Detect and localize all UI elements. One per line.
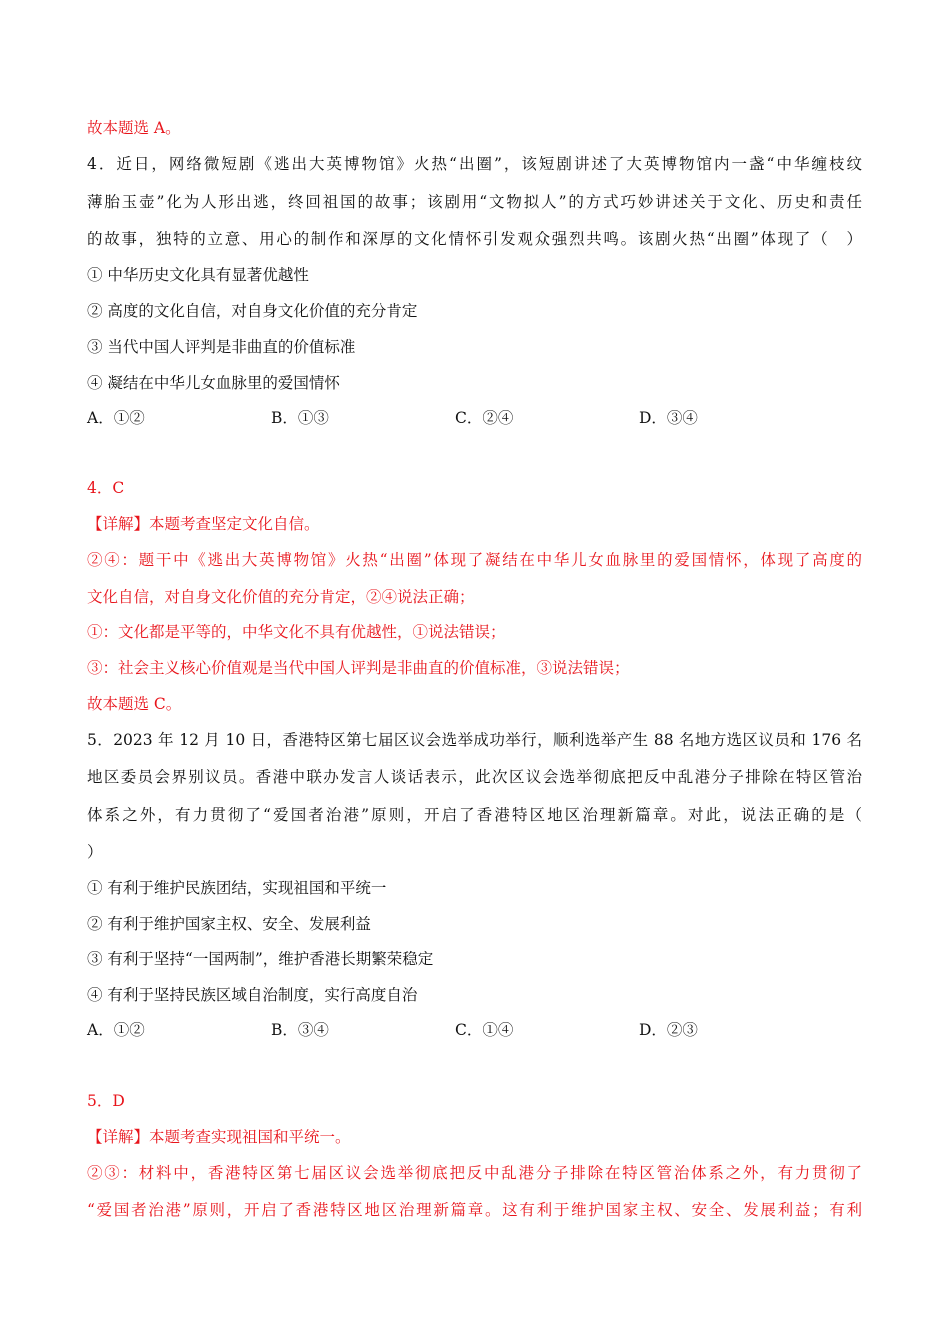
q5-options (87, 1020, 862, 1040)
q5-stem-line-4: ） (87, 843, 103, 861)
q5-option-a[interactable]: A．①② (87, 1021, 145, 1039)
q4-statement-4: ④ 凝结在中华儿女血脉里的爱国情怀 (87, 374, 340, 392)
q5-stem-line-2: 地区委员会界别议员。香港中联办发言人谈话表示，此次区议会选举彻底把反中乱港分子排除在特区管治 (87, 768, 862, 786)
q4-option-d[interactable]: D．③④ (639, 409, 698, 427)
a5-explanation-heading: 【详解】本题考查实现祖国和平统一。 (87, 1128, 351, 1146)
q4-stem-line-1: 4．近日，网络微短剧《逃出大英博物馆》火热“出圈”，该短剧讲述了大英博物馆内一盏“中华缠枝纹 (87, 155, 862, 173)
q4-option-c[interactable]: C．②④ (455, 409, 514, 427)
q5-option-d[interactable]: D．②③ (639, 1021, 698, 1039)
a5-explanation-line-1: ②③：材料中，香港特区第七届区议会选举彻底把反中乱港分子排除在特区管治体系之外，有力贯彻了 (87, 1164, 862, 1182)
q5-stem-line-3: 体系之外，有力贯彻了“爱国者治港”原则，开启了香港特区地区治理新篇章。对此，说法正确的是（ (87, 806, 862, 824)
q4-stem-line-3: 的故事，独特的立意、用心的制作和深厚的文化情怀引发观众强烈共鸣。该剧火热“出圈”体现了（ ） (87, 230, 862, 248)
q5-statement-4: ④ 有利于坚持民族区域自治制度，实行高度自治 (87, 986, 418, 1004)
q5-option-b[interactable]: B．③④ (271, 1021, 329, 1039)
q4-options (87, 408, 862, 428)
q4-option-b[interactable]: B．①③ (271, 409, 329, 427)
q5-statement-1: ① 有利于维护民族团结，实现祖国和平统一 (87, 879, 387, 897)
a4-explanation-line-3: ①：文化都是平等的，中华文化不具有优越性，①说法错误； (87, 623, 506, 641)
q5-option-c[interactable]: C．①④ (455, 1021, 514, 1039)
a5-explanation-line-2: “爱国者治港”原则，开启了香港特区地区治理新篇章。这有利于维护国家主权、安全、发展利益；有利 (87, 1201, 862, 1219)
a4-explanation-line-4: ③：社会主义核心价值观是当代中国人评判是非曲直的价值标准，③说法错误； (87, 659, 630, 677)
a4-explanation-line-2: 文化自信，对自身文化价值的充分肯定，②④说法正确； (87, 588, 475, 606)
a4-answer: 4．C (87, 479, 125, 497)
a4-conclusion: 故本题选 C。 (87, 695, 182, 713)
q5-stem-line-1: 5．2023 年 12 月 10 日，香港特区第七届区议会选举成功举行，顺利选举产生 88 名地方选区议员和 176 名 (87, 731, 862, 749)
q4-statement-3: ③ 当代中国人评判是非曲直的价值标准 (87, 338, 356, 356)
q5-statement-2: ② 有利于维护国家主权、安全、发展利益 (87, 915, 371, 933)
q5-statement-3: ③ 有利于坚持“一国两制”，维护香港长期繁荣稳定 (87, 950, 434, 968)
q4-statement-1: ① 中华历史文化具有显著优越性 (87, 266, 309, 284)
a5-answer: 5．D (87, 1092, 125, 1110)
a4-explanation-heading: 【详解】本题考查坚定文化自信。 (87, 515, 320, 533)
a4-explanation-line-1: ②④：题干中《逃出大英博物馆》火热“出圈”体现了凝结在中华儿女血脉里的爱国情怀，体现了高度的 (87, 551, 862, 569)
q4-statement-2: ② 高度的文化自信，对自身文化价值的充分肯定 (87, 302, 418, 320)
q3-conclusion: 故本题选 A。 (87, 119, 181, 137)
q4-stem-line-2: 薄胎玉壶”化为人形出逃，终回祖国的故事；该剧用“文物拟人”的方式巧妙讲述关于文化、历史和责任 (87, 193, 862, 211)
q4-option-a[interactable]: A．①② (87, 409, 145, 427)
